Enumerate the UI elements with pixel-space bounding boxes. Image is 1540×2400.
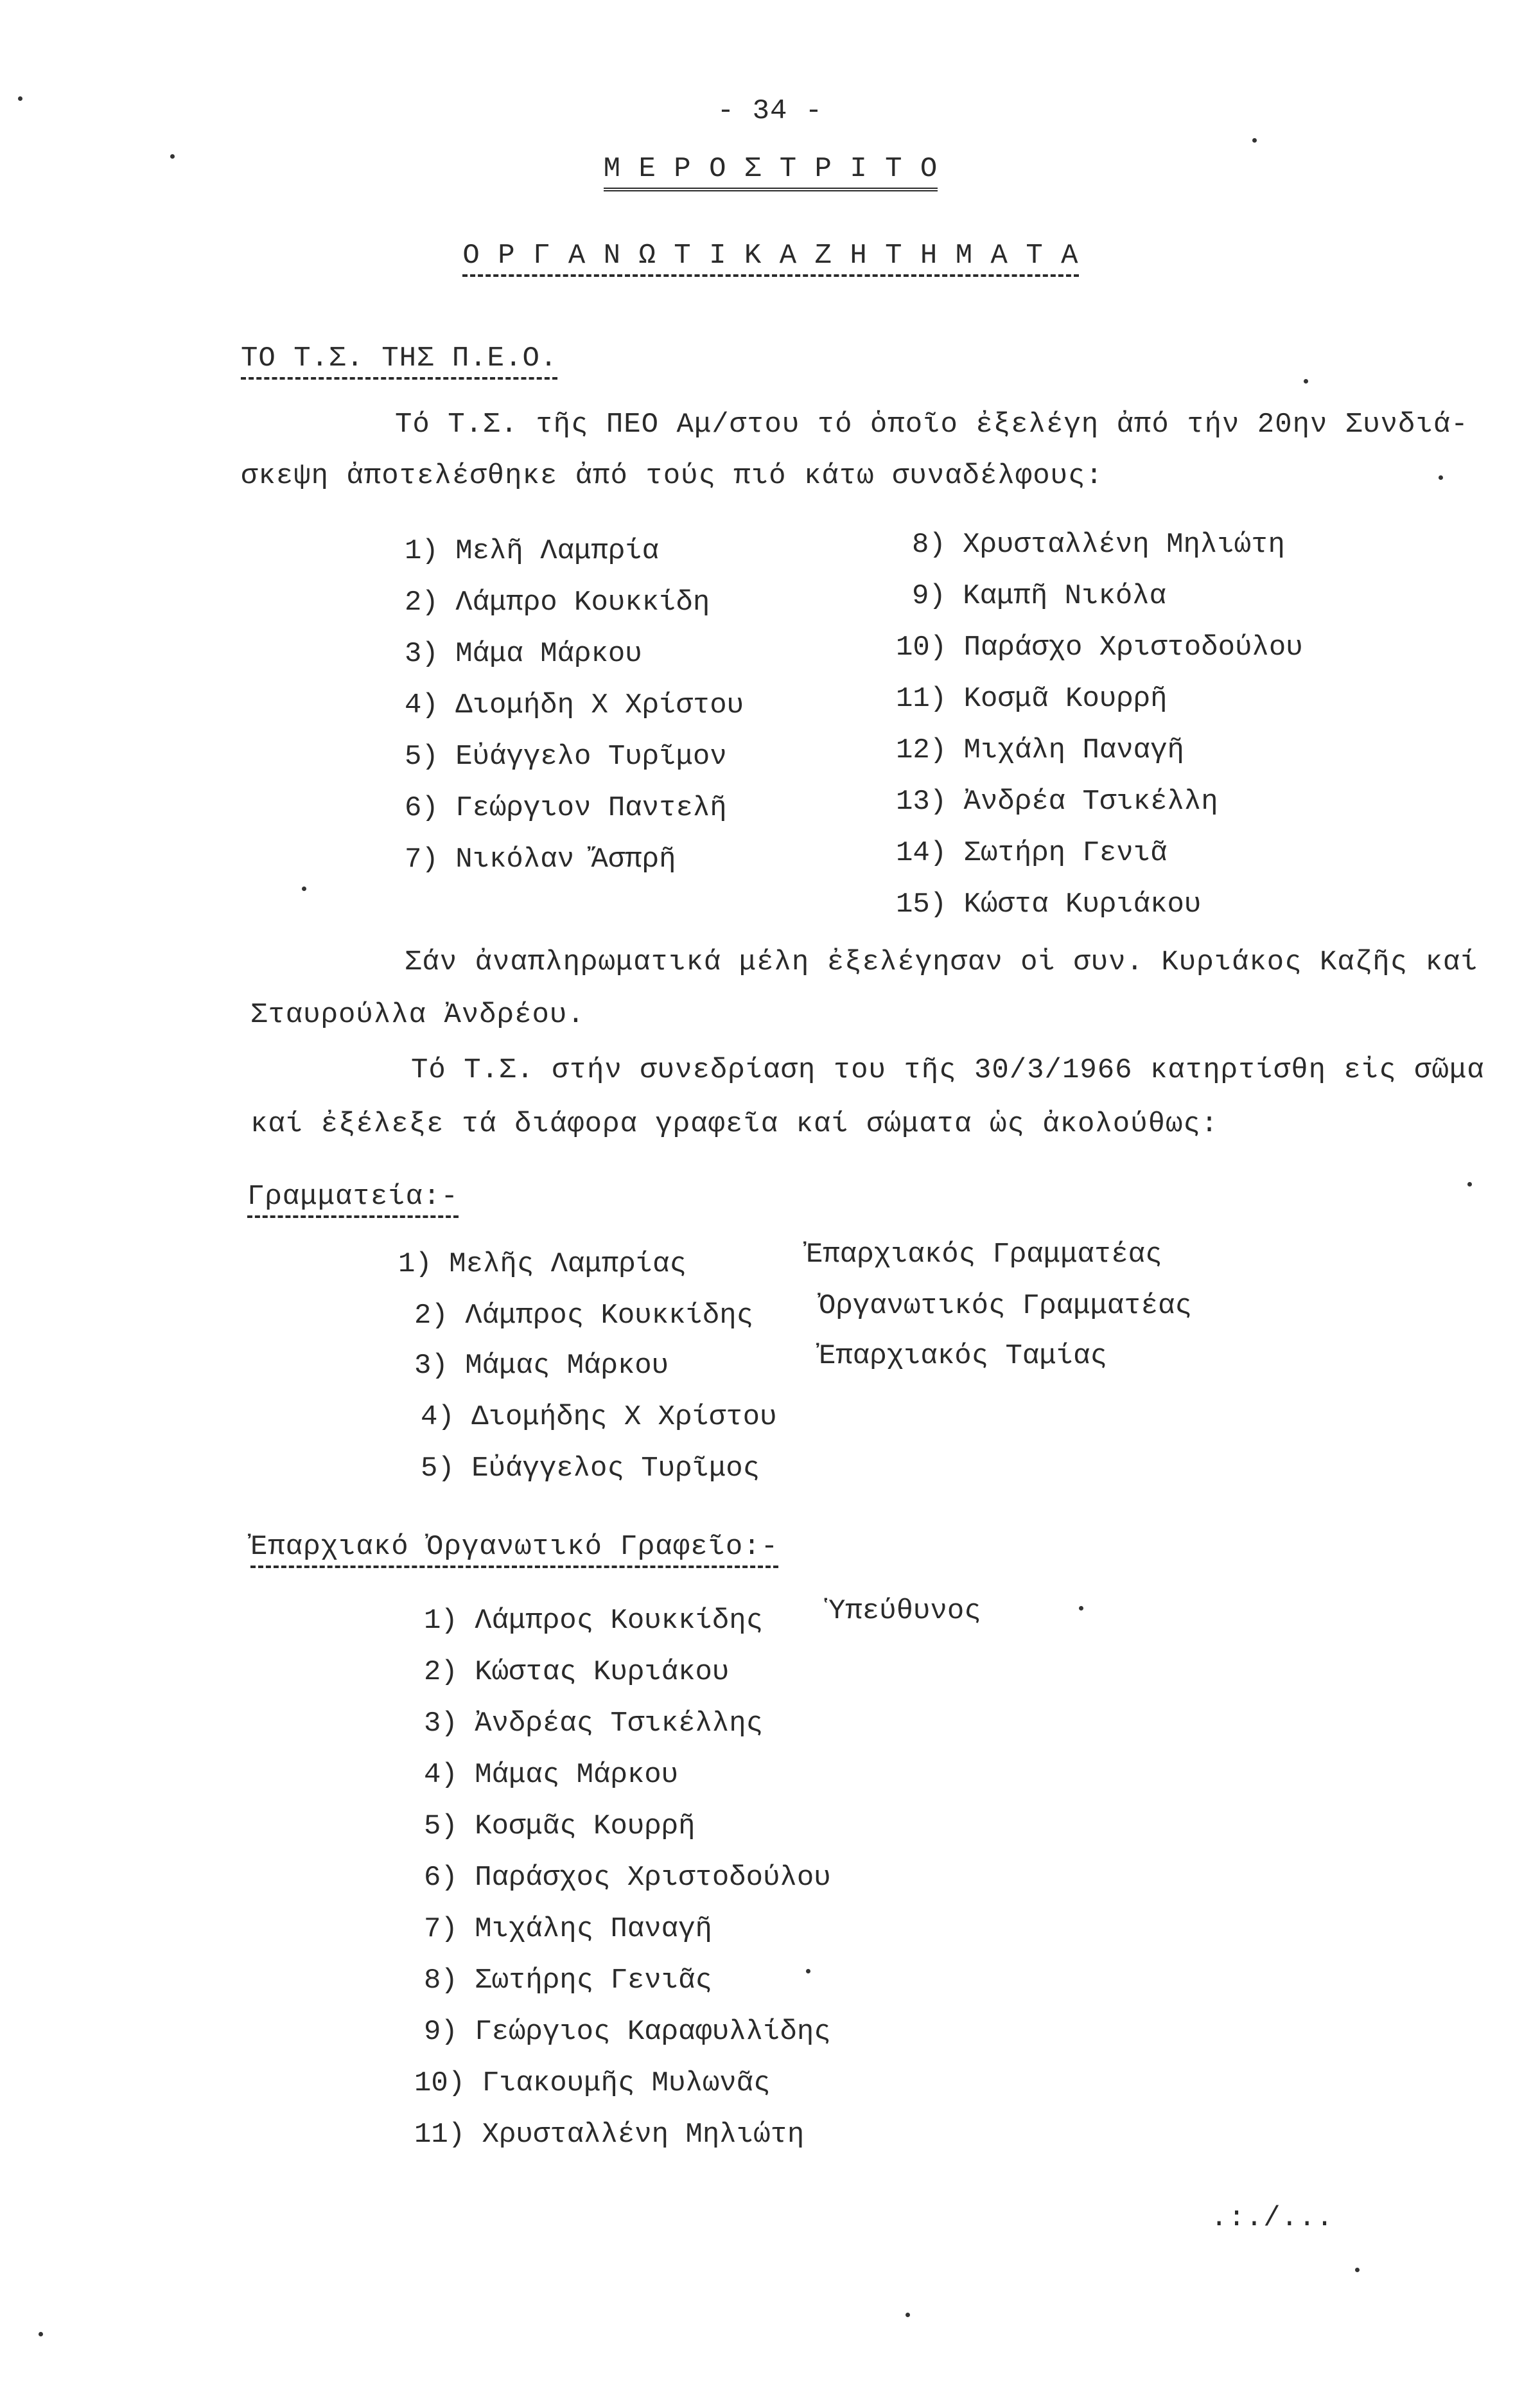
list-item: 2) Λάμπρο Κουκκίδη <box>405 587 710 619</box>
list-item: 9) Καμπῆ Νικόλα <box>912 580 1167 612</box>
scan-speck <box>1467 1182 1472 1187</box>
scan-speck <box>170 154 175 159</box>
scan-speck <box>1355 2268 1360 2272</box>
list-item: 10) Γιακουμῆς Μυλωνᾶς <box>414 2067 771 2099</box>
list-item: 2) Κώστας Κυριάκου <box>424 1656 730 1688</box>
meeting-line1: Τό Τ.Σ. στήν συνεδρίαση του τῆς 30/3/1966 κατηρτίσθη εἰς σῶμα <box>411 1054 1485 1086</box>
scan-speck <box>18 96 22 101</box>
ts-heading <box>241 340 557 376</box>
substitutes-line2: Σταυρούλλα Ἀνδρέου. <box>250 999 585 1031</box>
list-item: 2) Λάμπρος Κουκκίδης <box>414 1300 754 1332</box>
list-item: 13) Ἀνδρέα Τσικέλλη <box>896 786 1218 818</box>
list-item: 4) Μάμας Μάρκου <box>424 1759 679 1791</box>
list-item: 12) Μιχάλη Παναγῆ <box>896 734 1184 766</box>
list-item: 11) Κοσμᾶ Κουρρῆ <box>896 683 1168 715</box>
role-label: Ὀργανωτικός Γραμματέας <box>819 1290 1192 1322</box>
secretariat-heading-text: Γραμματεία:- <box>247 1181 459 1218</box>
list-item: 1) Λάμπρος Κουκκίδης <box>424 1605 764 1637</box>
scan-speck <box>1304 379 1308 384</box>
list-item: 5) Κοσμᾶς Κουρρῆ <box>424 1810 696 1842</box>
secretariat-heading <box>247 1179 459 1215</box>
list-item: 4) Διομήδης Χ Χρίστου <box>421 1401 777 1433</box>
list-item: 6) Γεώργιον Παντελῆ <box>405 792 727 824</box>
ts-intro-line2: σκεψη ἀποτελέσθηκε ἀπό τούς πιό κάτω συναδέλφους: <box>241 460 1103 492</box>
meeting-line2: καί ἐξέλεξε τά διάφορα γραφεῖα καί σώματα ὡς ἀκολούθως: <box>250 1108 1219 1140</box>
list-item: 7) Μιχάλης Παναγῆ <box>424 1913 712 1945</box>
list-item: 10) Παράσχο Χριστοδούλου <box>896 631 1303 664</box>
section-title <box>443 238 1098 274</box>
role-label: Ἐπαρχιακός Γραμματέας <box>806 1239 1162 1271</box>
list-item: 5) Εὐάγγελος Τυρῖμος <box>421 1452 760 1485</box>
list-item: 9) Γεώργιος Καραφυλλίδης <box>424 2016 831 2048</box>
part-title-text: Μ Ε Ρ Ο Σ Τ Ρ Ι Τ Ο <box>604 153 938 191</box>
part-title <box>488 151 1053 187</box>
list-item: 1) Μελῆ Λαμπρία <box>405 535 660 567</box>
list-item: 14) Σωτήρη Γενιᾶ <box>896 837 1168 869</box>
list-item: 8) Χρυσταλλένη Μηλιώτη <box>912 529 1285 561</box>
list-item: 6) Παράσχος Χριστοδούλου <box>424 1862 831 1894</box>
ts-intro-line1: Τό Τ.Σ. τῆς ΠΕΟ Αμ/στου τό ὁποῖο ἐξελέγη ἀπό τήν 20ην Συνδιά- <box>395 409 1469 441</box>
list-item: 3) Μάμας Μάρκου <box>414 1350 669 1382</box>
list-item: 3) Μάμα Μάρκου <box>405 638 642 670</box>
scan-speck <box>1079 1606 1083 1610</box>
role-label: Ἐπαρχιακός Ταμίας <box>819 1340 1107 1372</box>
list-item: 15) Κώστα Κυριάκου <box>896 888 1202 921</box>
list-item: 7) Νικόλαν Ἄσπρῆ <box>405 843 676 876</box>
office-heading <box>250 1529 778 1565</box>
scan-speck <box>39 2332 43 2336</box>
list-item: 5) Εὐάγγελο Τυρῖμον <box>405 741 727 773</box>
list-item: 11) Χρυσταλλένη Μηλιώτη <box>414 2119 805 2151</box>
scan-speck <box>302 887 306 891</box>
list-item: 8) Σωτήρης Γενιᾶς <box>424 1964 712 1997</box>
list-item: 3) Ἀνδρέας Τσικέλλης <box>424 1707 764 1740</box>
substitutes-line1: Σάν ἀναπληρωματικά μέλη ἐξελέγησαν οἱ συν. Κυριάκος Καζῆς καί <box>405 946 1478 978</box>
head-role-label: Ὑπεύθυνος <box>828 1595 981 1627</box>
scan-speck <box>906 2313 910 2317</box>
ts-heading-text: ΤΟ Τ.Σ. ΤΗΣ Π.Ε.Ο. <box>241 342 557 380</box>
page-number: - 34 - <box>717 95 823 127</box>
scan-speck <box>1439 475 1443 480</box>
scan-speck <box>1252 138 1257 143</box>
list-item: 4) Διομήδη Χ Χρίστου <box>405 689 744 721</box>
office-heading-text: Ἐπαρχιακό Ὀργανωτικό Γραφεῖο:- <box>250 1531 778 1568</box>
continuation-mark: .:./... <box>1211 2202 1334 2234</box>
list-item: 1) Μελῆς Λαμπρίας <box>398 1248 687 1280</box>
section-title-text: Ο Ρ Γ Α Ν Ω Τ Ι Κ Α Ζ Η Τ Η Μ Α Τ Α <box>462 240 1078 277</box>
scan-speck <box>806 1969 810 1973</box>
